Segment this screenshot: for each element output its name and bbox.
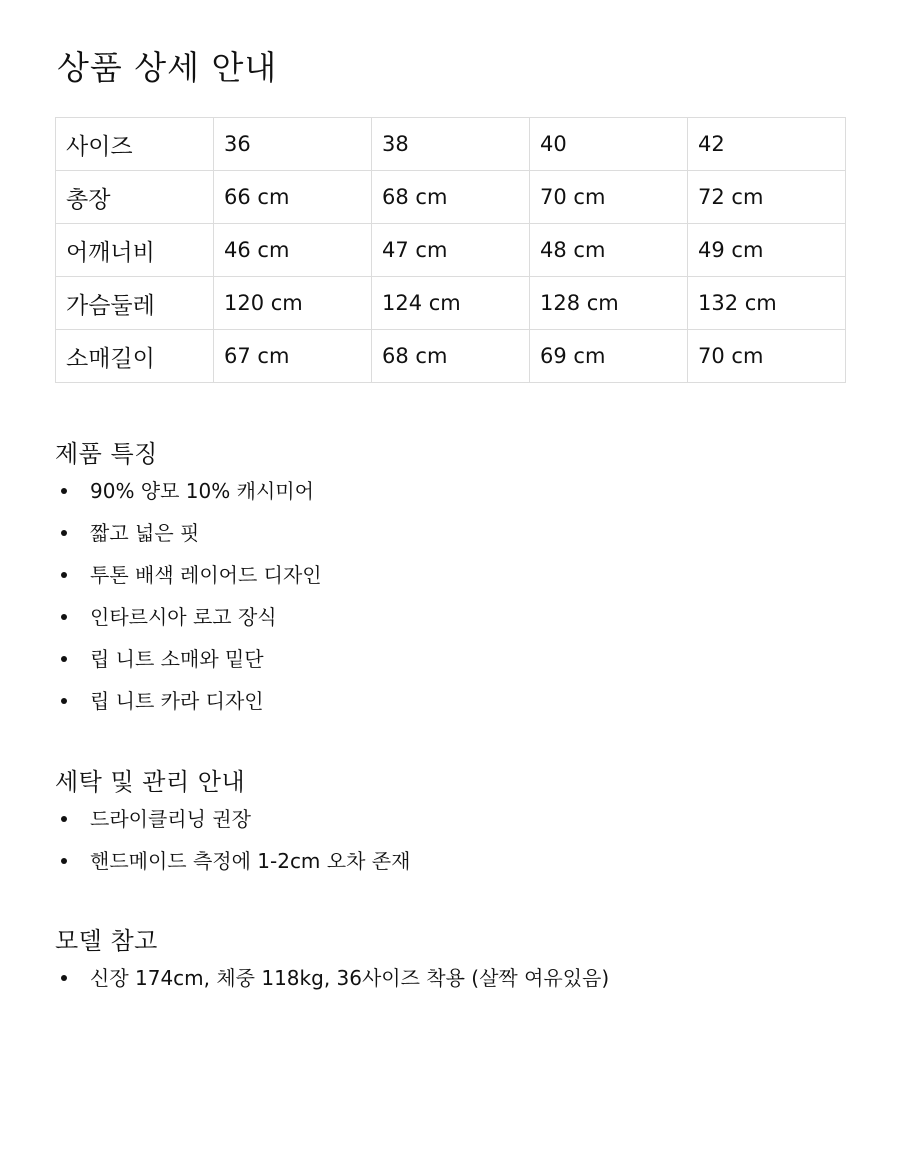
model-list <box>55 961 845 1003</box>
table-row <box>56 224 846 277</box>
table-cell: 128 cm <box>530 277 688 330</box>
table-cell: 70 cm <box>530 171 688 224</box>
table-cell: 124 cm <box>372 277 530 330</box>
size-table <box>55 117 846 383</box>
bullet-icon <box>61 614 67 620</box>
bullet-icon <box>61 656 67 662</box>
list-item-text: 립 니트 소매와 밑단 <box>90 647 264 671</box>
table-cell: 70 cm <box>688 330 846 383</box>
list-item <box>55 642 845 684</box>
table-cell: 132 cm <box>688 277 846 330</box>
table-cell: 38 <box>372 118 530 171</box>
bullet-icon <box>61 816 67 822</box>
table-cell: 47 cm <box>372 224 530 277</box>
bullet-icon <box>61 975 67 981</box>
care-section <box>55 766 845 886</box>
table-cell: 69 cm <box>530 330 688 383</box>
table-cell: 120 cm <box>214 277 372 330</box>
row-label: 가슴둘레 <box>56 277 214 330</box>
list-item <box>55 600 845 642</box>
list-item <box>55 684 845 726</box>
list-item-text: 짧고 넓은 핏 <box>90 521 200 545</box>
row-label: 소매길이 <box>56 330 214 383</box>
model-heading: 모델 참고 <box>55 927 158 955</box>
list-item <box>55 844 845 886</box>
list-item-text: 드라이클리닝 권장 <box>90 807 251 831</box>
row-label: 사이즈 <box>56 118 214 171</box>
bullet-icon <box>61 698 67 704</box>
table-cell: 49 cm <box>688 224 846 277</box>
list-item-text: 신장 174cm, 체중 118kg, 36사이즈 착용 (살짝 여유있음) <box>90 966 610 990</box>
table-cell: 36 <box>214 118 372 171</box>
list-item-text: 립 니트 카라 디자인 <box>90 689 264 713</box>
features-list <box>55 474 845 726</box>
bullet-icon <box>61 572 67 578</box>
features-section <box>55 438 845 726</box>
care-list <box>55 802 845 886</box>
row-label: 어깨너비 <box>56 224 214 277</box>
list-item-text: 투톤 배색 레이어드 디자인 <box>90 563 322 587</box>
table-row <box>56 330 846 383</box>
table-row <box>56 277 846 330</box>
list-item-text: 인타르시아 로고 장식 <box>90 605 277 629</box>
table-cell: 67 cm <box>214 330 372 383</box>
table-cell: 48 cm <box>530 224 688 277</box>
care-heading: 세탁 및 관리 안내 <box>55 768 246 796</box>
list-item <box>55 558 845 600</box>
table-cell: 68 cm <box>372 171 530 224</box>
table-cell: 40 <box>530 118 688 171</box>
list-item <box>55 961 845 1003</box>
table-cell: 66 cm <box>214 171 372 224</box>
bullet-icon <box>61 858 67 864</box>
table-cell: 72 cm <box>688 171 846 224</box>
list-item-text: 핸드메이드 측정에 1-2cm 오차 존재 <box>90 849 411 873</box>
table-row <box>56 118 846 171</box>
bullet-icon <box>61 530 67 536</box>
table-row <box>56 171 846 224</box>
list-item <box>55 802 845 844</box>
row-label: 총장 <box>56 171 214 224</box>
list-item-text: 90% 양모 10% 캐시미어 <box>90 479 314 503</box>
table-cell: 46 cm <box>214 224 372 277</box>
bullet-icon <box>61 488 67 494</box>
model-section <box>55 925 845 1003</box>
table-cell: 68 cm <box>372 330 530 383</box>
list-item <box>55 474 845 516</box>
list-item <box>55 516 845 558</box>
table-cell: 42 <box>688 118 846 171</box>
features-heading: 제품 특징 <box>55 440 158 468</box>
page-title: 상품 상세 안내 <box>57 48 278 87</box>
